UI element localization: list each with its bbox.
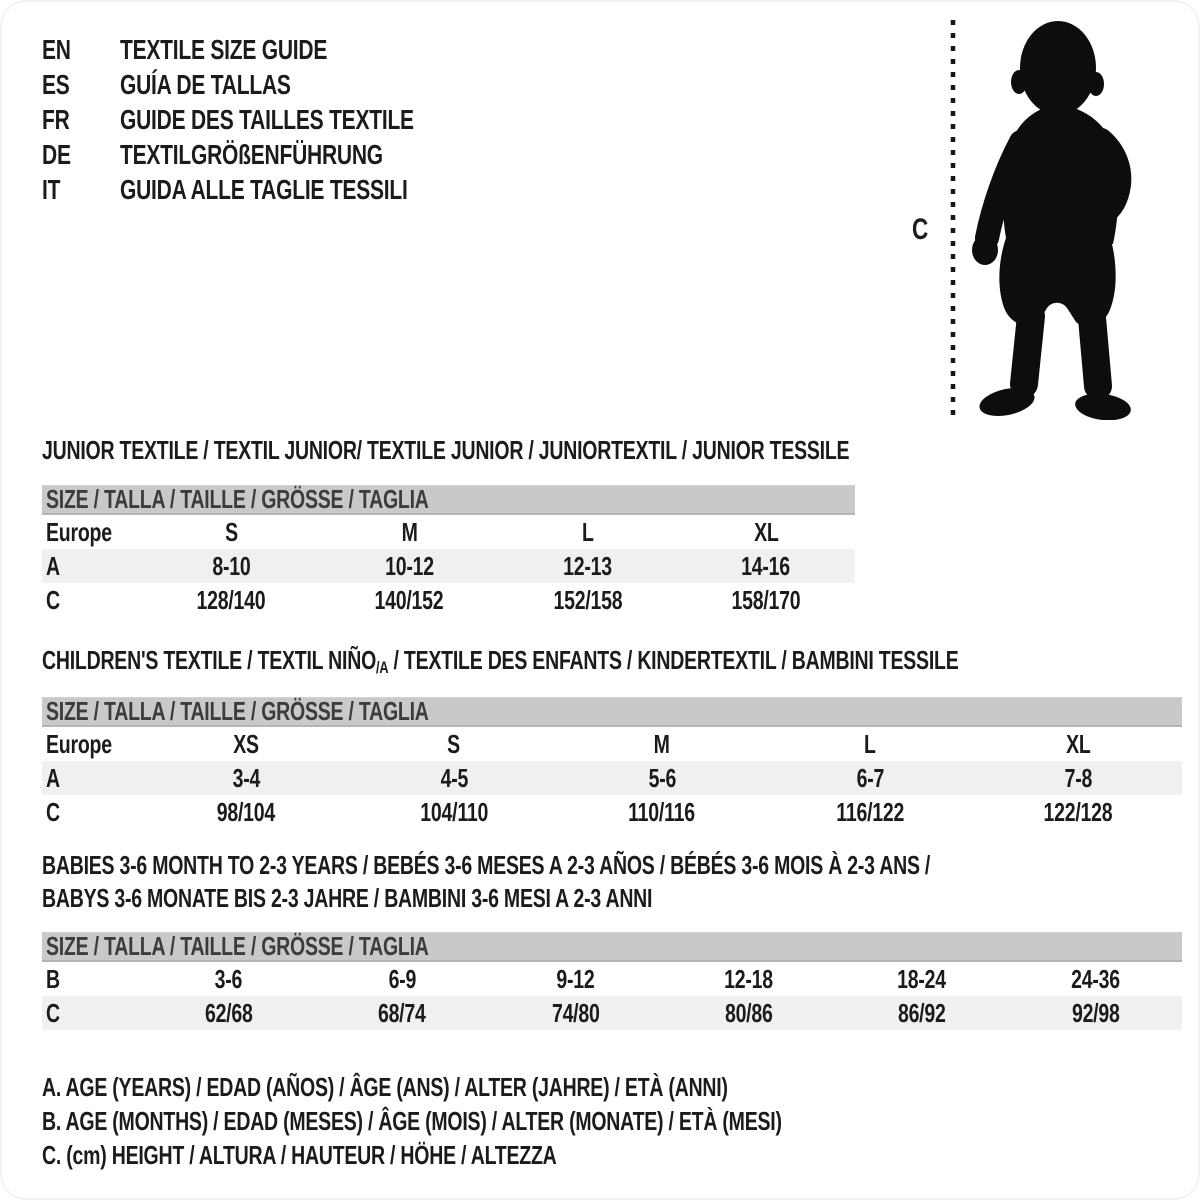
- height-measure-line: [948, 18, 958, 424]
- table-cell: 7-8: [1064, 762, 1092, 793]
- table-row: [42, 515, 855, 549]
- table-cell: L: [864, 728, 876, 759]
- table-cell: 128/140: [196, 584, 266, 615]
- table-row: [42, 795, 1182, 829]
- language-code: EN: [42, 33, 71, 65]
- language-title-list: [42, 32, 512, 207]
- size-header-text: SIZE / TALLA / TAILLE / GRÖSSE / TAGLIA: [46, 931, 429, 961]
- footnote-b: B. AGE (MONTHS) / EDAD (MESES) / ÂGE (MOIS) / ALTER (MONATE) / ETÀ (MESI): [42, 1106, 782, 1136]
- table-row: [42, 996, 1182, 1030]
- table-cell: 110/116: [628, 796, 696, 827]
- table-body: [42, 962, 1182, 1030]
- table-cell: 116/122: [836, 796, 904, 827]
- language-code: DE: [42, 138, 71, 170]
- row-label: C: [46, 796, 60, 827]
- nino-a-subscript: /A: [376, 658, 389, 677]
- size-header-text: SIZE / TALLA / TAILLE / GRÖSSE / TAGLIA: [46, 484, 429, 514]
- row-label: C: [46, 584, 60, 615]
- language-row: [42, 172, 512, 207]
- table-row: [42, 583, 855, 617]
- row-label: A: [46, 762, 60, 793]
- table-cell: 4-5: [440, 762, 468, 793]
- table-cell: 140/152: [374, 584, 444, 615]
- guide-title: TEXTILE SIZE GUIDE: [120, 33, 328, 65]
- row-label: A: [46, 550, 60, 581]
- table-cell: 24-36: [1070, 963, 1120, 994]
- table-row: [42, 761, 1182, 795]
- footnotes: [42, 1070, 1028, 1172]
- table-cell: 62/68: [204, 997, 253, 1028]
- junior-size-table: [42, 485, 855, 617]
- babies-section-title: BABIES 3-6 MONTH TO 2-3 YEARS / BEBÉS 3-6 MESES A 2-3 AÑOS / BÉBÉS 3-6 MOIS À 2-3 ANS / BABYS 3-6 MONATE BIS 2-3 JAHRE / BAMBINI 3-6 MESI A 2-3 ANNI: [42, 850, 931, 913]
- table-row: [42, 549, 855, 583]
- table-cell: 12-18: [724, 963, 774, 994]
- table-row: [42, 727, 1182, 761]
- table-cell: M: [653, 728, 671, 759]
- size-header-bar: [42, 485, 855, 515]
- footnote-c: C. (cm) HEIGHT / ALTURA / HAUTEUR / HÖHE / ALTEZZA: [42, 1140, 557, 1170]
- table-cell: 12-13: [563, 550, 612, 581]
- table-cell: XL: [753, 516, 779, 547]
- language-row: [42, 67, 512, 102]
- children-size-table: [42, 697, 1182, 829]
- size-header-text: SIZE / TALLA / TAILLE / GRÖSSE / TAGLIA: [46, 696, 429, 726]
- language-row: [42, 137, 512, 172]
- babies-size-table: [42, 932, 1182, 1030]
- language-code: ES: [42, 68, 70, 100]
- table-cell: 74/80: [551, 997, 600, 1028]
- table-cell: 104/110: [420, 796, 488, 827]
- table-cell: M: [401, 516, 418, 547]
- footnote-a: A. AGE (YEARS) / EDAD (AÑOS) / ÂGE (ANS) / ALTER (JAHRE) / ETÀ (ANNI): [42, 1072, 728, 1102]
- table-cell: 14-16: [741, 550, 791, 581]
- table-row: [42, 962, 1182, 996]
- table-cell: 5-6: [648, 762, 676, 793]
- height-measure-label: C: [912, 213, 929, 246]
- table-cell: 92/98: [1071, 997, 1120, 1028]
- table-cell: 18-24: [897, 963, 947, 994]
- guide-title: GUIDA ALLE TAGLIE TESSILI: [120, 173, 408, 205]
- toddler-silhouette-icon: [965, 16, 1141, 420]
- table-cell: 8-10: [212, 550, 251, 581]
- row-label: C: [46, 997, 60, 1028]
- language-code: FR: [42, 103, 70, 135]
- children-section-title: CHILDREN'S TEXTILE / TEXTIL NIÑO/A / TEXTILE DES ENFANTS / KINDERTEXTIL / BAMBINI TESSILE: [42, 645, 959, 677]
- table-cell: 6-7: [856, 762, 884, 793]
- table-cell: L: [581, 516, 594, 547]
- table-cell: 10-12: [385, 550, 434, 581]
- table-cell: 152/158: [553, 584, 623, 615]
- table-cell: 3-4: [232, 762, 260, 793]
- table-cell: XL: [1065, 728, 1091, 759]
- table-cell: 122/128: [1043, 796, 1113, 827]
- table-cell: 86/92: [898, 997, 946, 1028]
- table-cell: S: [447, 728, 461, 759]
- row-label: Europe: [46, 728, 112, 759]
- table-cell: 158/170: [731, 584, 801, 615]
- table-cell: S: [224, 516, 238, 547]
- table-body: [42, 727, 1182, 829]
- table-body: [42, 515, 855, 617]
- language-code: IT: [42, 173, 61, 205]
- table-cell: 9-12: [556, 963, 595, 994]
- table-cell: 3-6: [214, 963, 243, 994]
- junior-section-title: JUNIOR TEXTILE / TEXTIL JUNIOR/ TEXTILE JUNIOR / JUNIORTEXTIL / JUNIOR TESSILE: [42, 435, 850, 465]
- size-header-bar: [42, 932, 1182, 962]
- table-cell: 80/86: [724, 997, 773, 1028]
- table-cell: 98/104: [216, 796, 276, 827]
- table-cell: 6-9: [388, 963, 416, 994]
- guide-title: TEXTILGRÖßENFÜHRUNG: [120, 138, 383, 170]
- table-cell: 68/74: [378, 997, 426, 1028]
- row-label: B: [46, 963, 60, 994]
- language-row: [42, 102, 512, 137]
- language-row: [42, 32, 512, 67]
- row-label: Europe: [46, 516, 112, 547]
- size-header-bar: [42, 697, 1182, 727]
- guide-title: GUIDE DES TAILLES TEXTILE: [120, 103, 414, 135]
- table-cell: XS: [233, 728, 259, 759]
- guide-title: GUÍA DE TALLAS: [120, 68, 291, 100]
